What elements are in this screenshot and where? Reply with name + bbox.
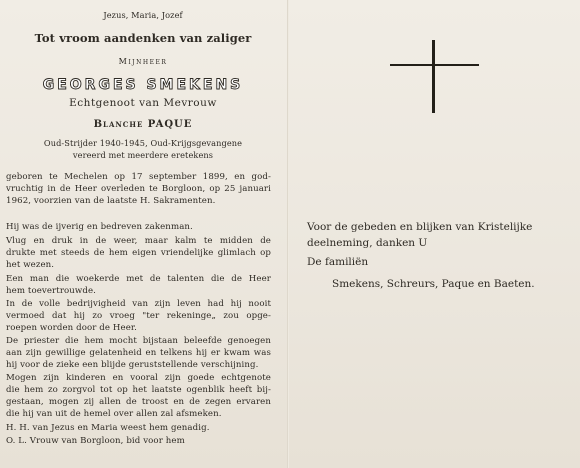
birth-line: geboren te Mechelen op 17 september 1899, en god- bbox=[6, 172, 271, 182]
memorial-title: Tot vroom aandenken van zaliger bbox=[34, 31, 252, 45]
right-page bbox=[292, 0, 580, 468]
paragraph-line: vermoed dat hij zo vroeg "ter rekeninge„ zou opge- bbox=[6, 311, 271, 321]
bio-line-2: vereerd met meerdere eretekens bbox=[72, 150, 214, 160]
header-invocation: Jezus, Maria, Jozef bbox=[103, 10, 183, 20]
card-fold bbox=[287, 0, 289, 468]
paragraph-line: die hem zo zorgvol tot op het laatste ogenblik heeft bij- bbox=[6, 385, 271, 395]
paragraph-line: Vlug en druk in de weer, maar kalm te midden de bbox=[6, 236, 271, 246]
paragraph-line: gestaan, mogen zij allen de troost en de zegen ervaren bbox=[6, 397, 271, 407]
honorific: Mijnheer bbox=[118, 57, 168, 66]
spouse-name: Blanche PAQUE bbox=[93, 119, 193, 130]
paragraph-line: het wezen. bbox=[6, 260, 55, 270]
birth-line: vruchtig in de Heer overleden te Borgloon, op 25 januari bbox=[6, 184, 271, 194]
birth-line: 1962, voorzien van de laatste H. Sakramenten. bbox=[6, 196, 216, 206]
paragraph-line: De priester die hem mocht bijstaan beleefde genoegen bbox=[6, 336, 271, 346]
prayer-line: H. H. van Jezus en Maria weest hem genadig. bbox=[6, 423, 210, 433]
paragraph-line: Hij was de ijverig en bedreven zakenman. bbox=[6, 222, 193, 232]
paragraph-line: Een man die woekerde met de talenten die de Heer bbox=[6, 274, 271, 284]
cross-vertical bbox=[432, 40, 435, 113]
paragraph-line: Mogen zijn kinderen en vooral zijn goede echtgenote bbox=[6, 373, 271, 383]
cross-horizontal bbox=[390, 64, 479, 66]
family-intro: De familiën bbox=[307, 256, 369, 268]
paragraph-line: die hij van uit de hemel over allen zal afsmeken. bbox=[6, 409, 222, 419]
paragraph-line: aan zijn gewillige gelatenheid en telkens hij er kwam was bbox=[6, 348, 271, 358]
paragraph-line: drukte met steeds de hem eigen vriendelijke glimlach op bbox=[6, 248, 271, 258]
left-page bbox=[6, 0, 280, 468]
thanks-line-2: deelneming, danken U bbox=[307, 237, 428, 249]
thanks-line-1: Voor de gebeden en blijken van Kristelijke bbox=[307, 221, 533, 233]
bio-line-1: Oud-Strijder 1940-1945, Oud-Krijgsgevangene bbox=[43, 138, 243, 148]
deceased-name: GEORGES SMEKENS bbox=[42, 77, 244, 93]
paragraph-line: roepen worden door de Heer. bbox=[6, 323, 137, 333]
spouse-intro: Echtgenoot van Mevrouw bbox=[69, 97, 217, 109]
paragraph-line: hij voor de zieke een blijde geruststellende verschijning. bbox=[6, 360, 259, 370]
paragraph-line: In de volle bedrijvigheid van zijn leven had hij nooit bbox=[6, 299, 271, 309]
prayer-line: O. L. Vrouw van Borgloon, bid voor hem bbox=[6, 436, 185, 446]
family-names: Smekens, Schreurs, Paque en Baeten. bbox=[332, 278, 535, 290]
paragraph-line: hem toevertrouwde. bbox=[6, 286, 97, 296]
